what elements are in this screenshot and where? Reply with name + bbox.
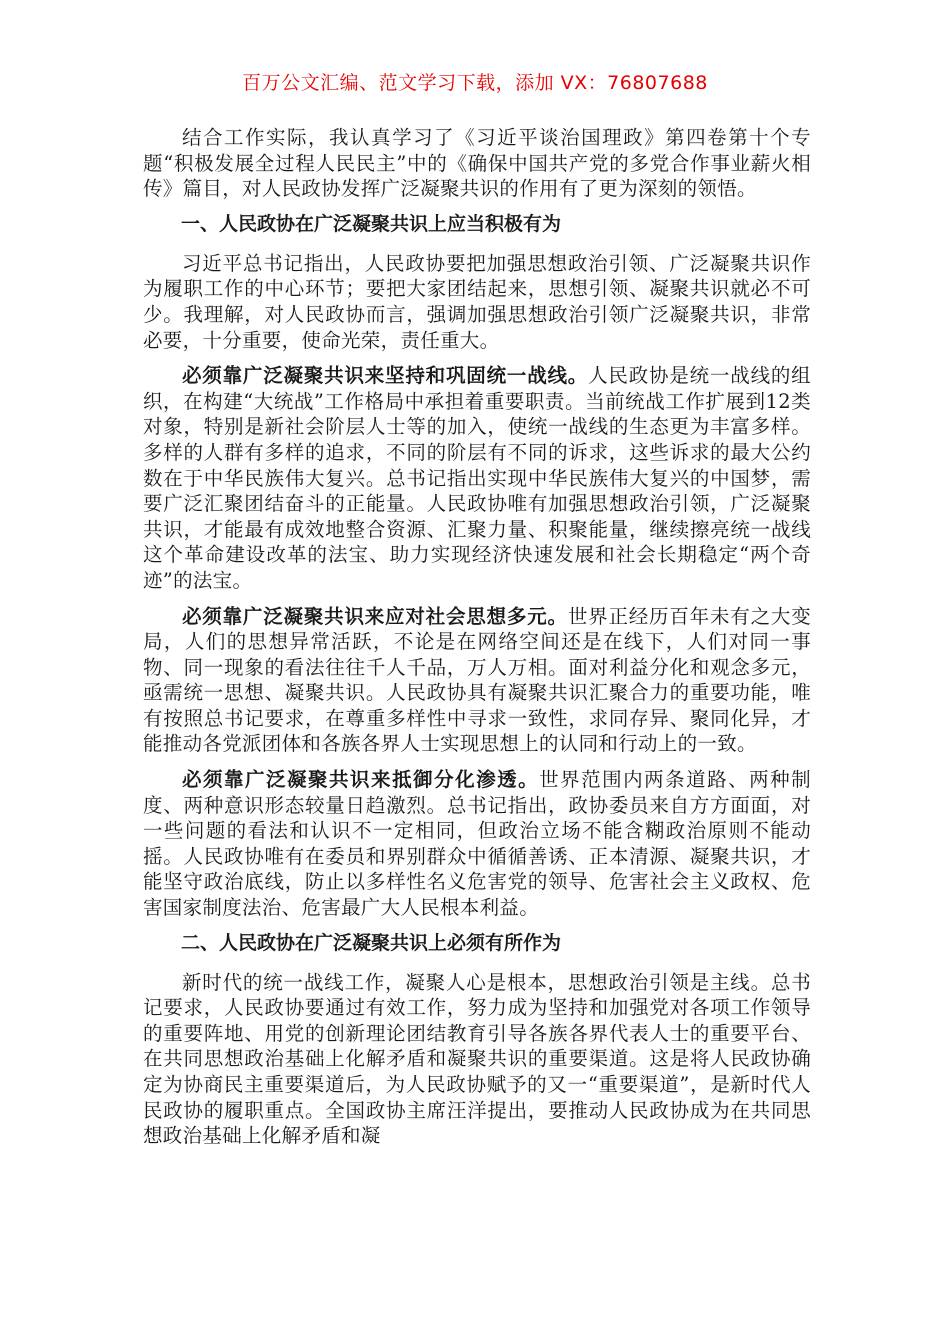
section-2-paragraph-1: 新时代的统一战线工作，凝聚人心是根本，思想政治引领是主线。总书记要求，人民政协要通过有效工作，努力成为坚持和加强党对各项工作领导的重要阵地、用党的创新理论团结教育引导各族各界代表人士的重要平台、在共同思想政治基础上化解矛盾和凝聚共识的重要渠道。这是将人民政协确定为协商民主重要渠道后，为人民政协赋予的又一“重要渠道”，是新时代人民政协的履职重点。全国政协主席汪洋提出，要推动人民政协成为在共同思想政治基础上化解矛盾和凝: [143, 970, 811, 1148]
section-1-paragraph-4: [143, 767, 811, 921]
watermark-banner: 百万公文汇编、范文学习下载，添加 VX：76807688: [242, 72, 708, 94]
section-1-paragraph-3: [143, 604, 811, 758]
paragraph-body: 世界正经历百年未有之大变局，人们的思想异常活跃，不论是在网络空间还是在线下，人们对同一事物、同一现象的看法往往千人千品，万人万相。面对利益分化和观念多元，亟需统一思想、凝聚共识。人民政协具有凝聚共识汇聚合力的重要功能，唯有按照总书记要求，在尊重多样性中寻求一致性，求同存异、聚同化异，才能推动各党派团体和各族各界人士实现思想上的认同和行动上的一致。: [143, 604, 811, 756]
section-2-heading: 二、人民政协在广泛凝聚共识上必须有所作为: [181, 931, 562, 954]
paragraph-lead: 必须靠广泛凝聚共识来应对社会思想多元。: [182, 604, 568, 628]
document-body: [143, 125, 811, 1159]
section-1-paragraph-2: [143, 363, 811, 593]
paragraph-lead: 必须靠广泛凝聚共识来坚持和巩固统一战线。: [182, 364, 589, 388]
intro-paragraph: 结合工作实际，我认真学习了《习近平谈治国理政》第四卷第十个专题“积极发展全过程人民民主”中的《确保中国共产党的多党合作事业薪火相传》篇目，对人民政协发挥广泛凝聚共识的作用有了更为深刻的领悟。: [143, 126, 811, 201]
paragraph-body: 世界范围内两条道路、两种制度、两种意识形态较量日趋激烈。总书记指出，政协委员来自方方面面，对一些问题的看法和认识不一定相同，但政治立场不能含糊政治原则不能动摇。人民政协唯有在委员和界别群众中循循善诱、正本清源、凝聚共识，才能坚守政治底线，防止以多样性名义危害党的领导、危害社会主义政权、危害国家制度法治、危害最广大人民根本利益。: [143, 768, 811, 920]
section-1-heading: 一、人民政协在广泛凝聚共识上应当积极有为: [181, 212, 562, 235]
paragraph-body: 人民政协是统一战线的组织，在构建“大统战”工作格局中承担着重要职责。当前统战工作扩展到12类对象，特别是新社会阶层人士等的加入，使统一战线的生态更为丰富多样。多样的人群有多样的追求，不同的阶层有不同的诉求，这些诉求的最大公约数在于中华民族伟大复兴。总书记指出实现中华民族伟大复兴的中国梦，需要广泛汇聚团结奋斗的正能量。人民政协唯有加强思想政治引领，广泛凝聚共识，才能最有成效地整合资源、汇聚力量、积聚能量，继续擦亮统一战线这个革命建设改革的法宝、助力实现经济快速发展和社会长期稳定“两个奇迹”的法宝。: [143, 364, 811, 592]
paragraph-lead: 必须靠广泛凝聚共识来抵御分化渗透。: [182, 768, 540, 792]
section-1-paragraph-1: 习近平总书记指出，人民政协要把加强思想政治引领、广泛凝聚共识作为履职工作的中心环节；要把大家团结起来，思想引领、凝聚共识就必不可少。我理解，对人民政协而言，强调加强思想政治引领广泛凝聚共识，非常必要，十分重要，使命光荣，责任重大。: [143, 251, 811, 352]
